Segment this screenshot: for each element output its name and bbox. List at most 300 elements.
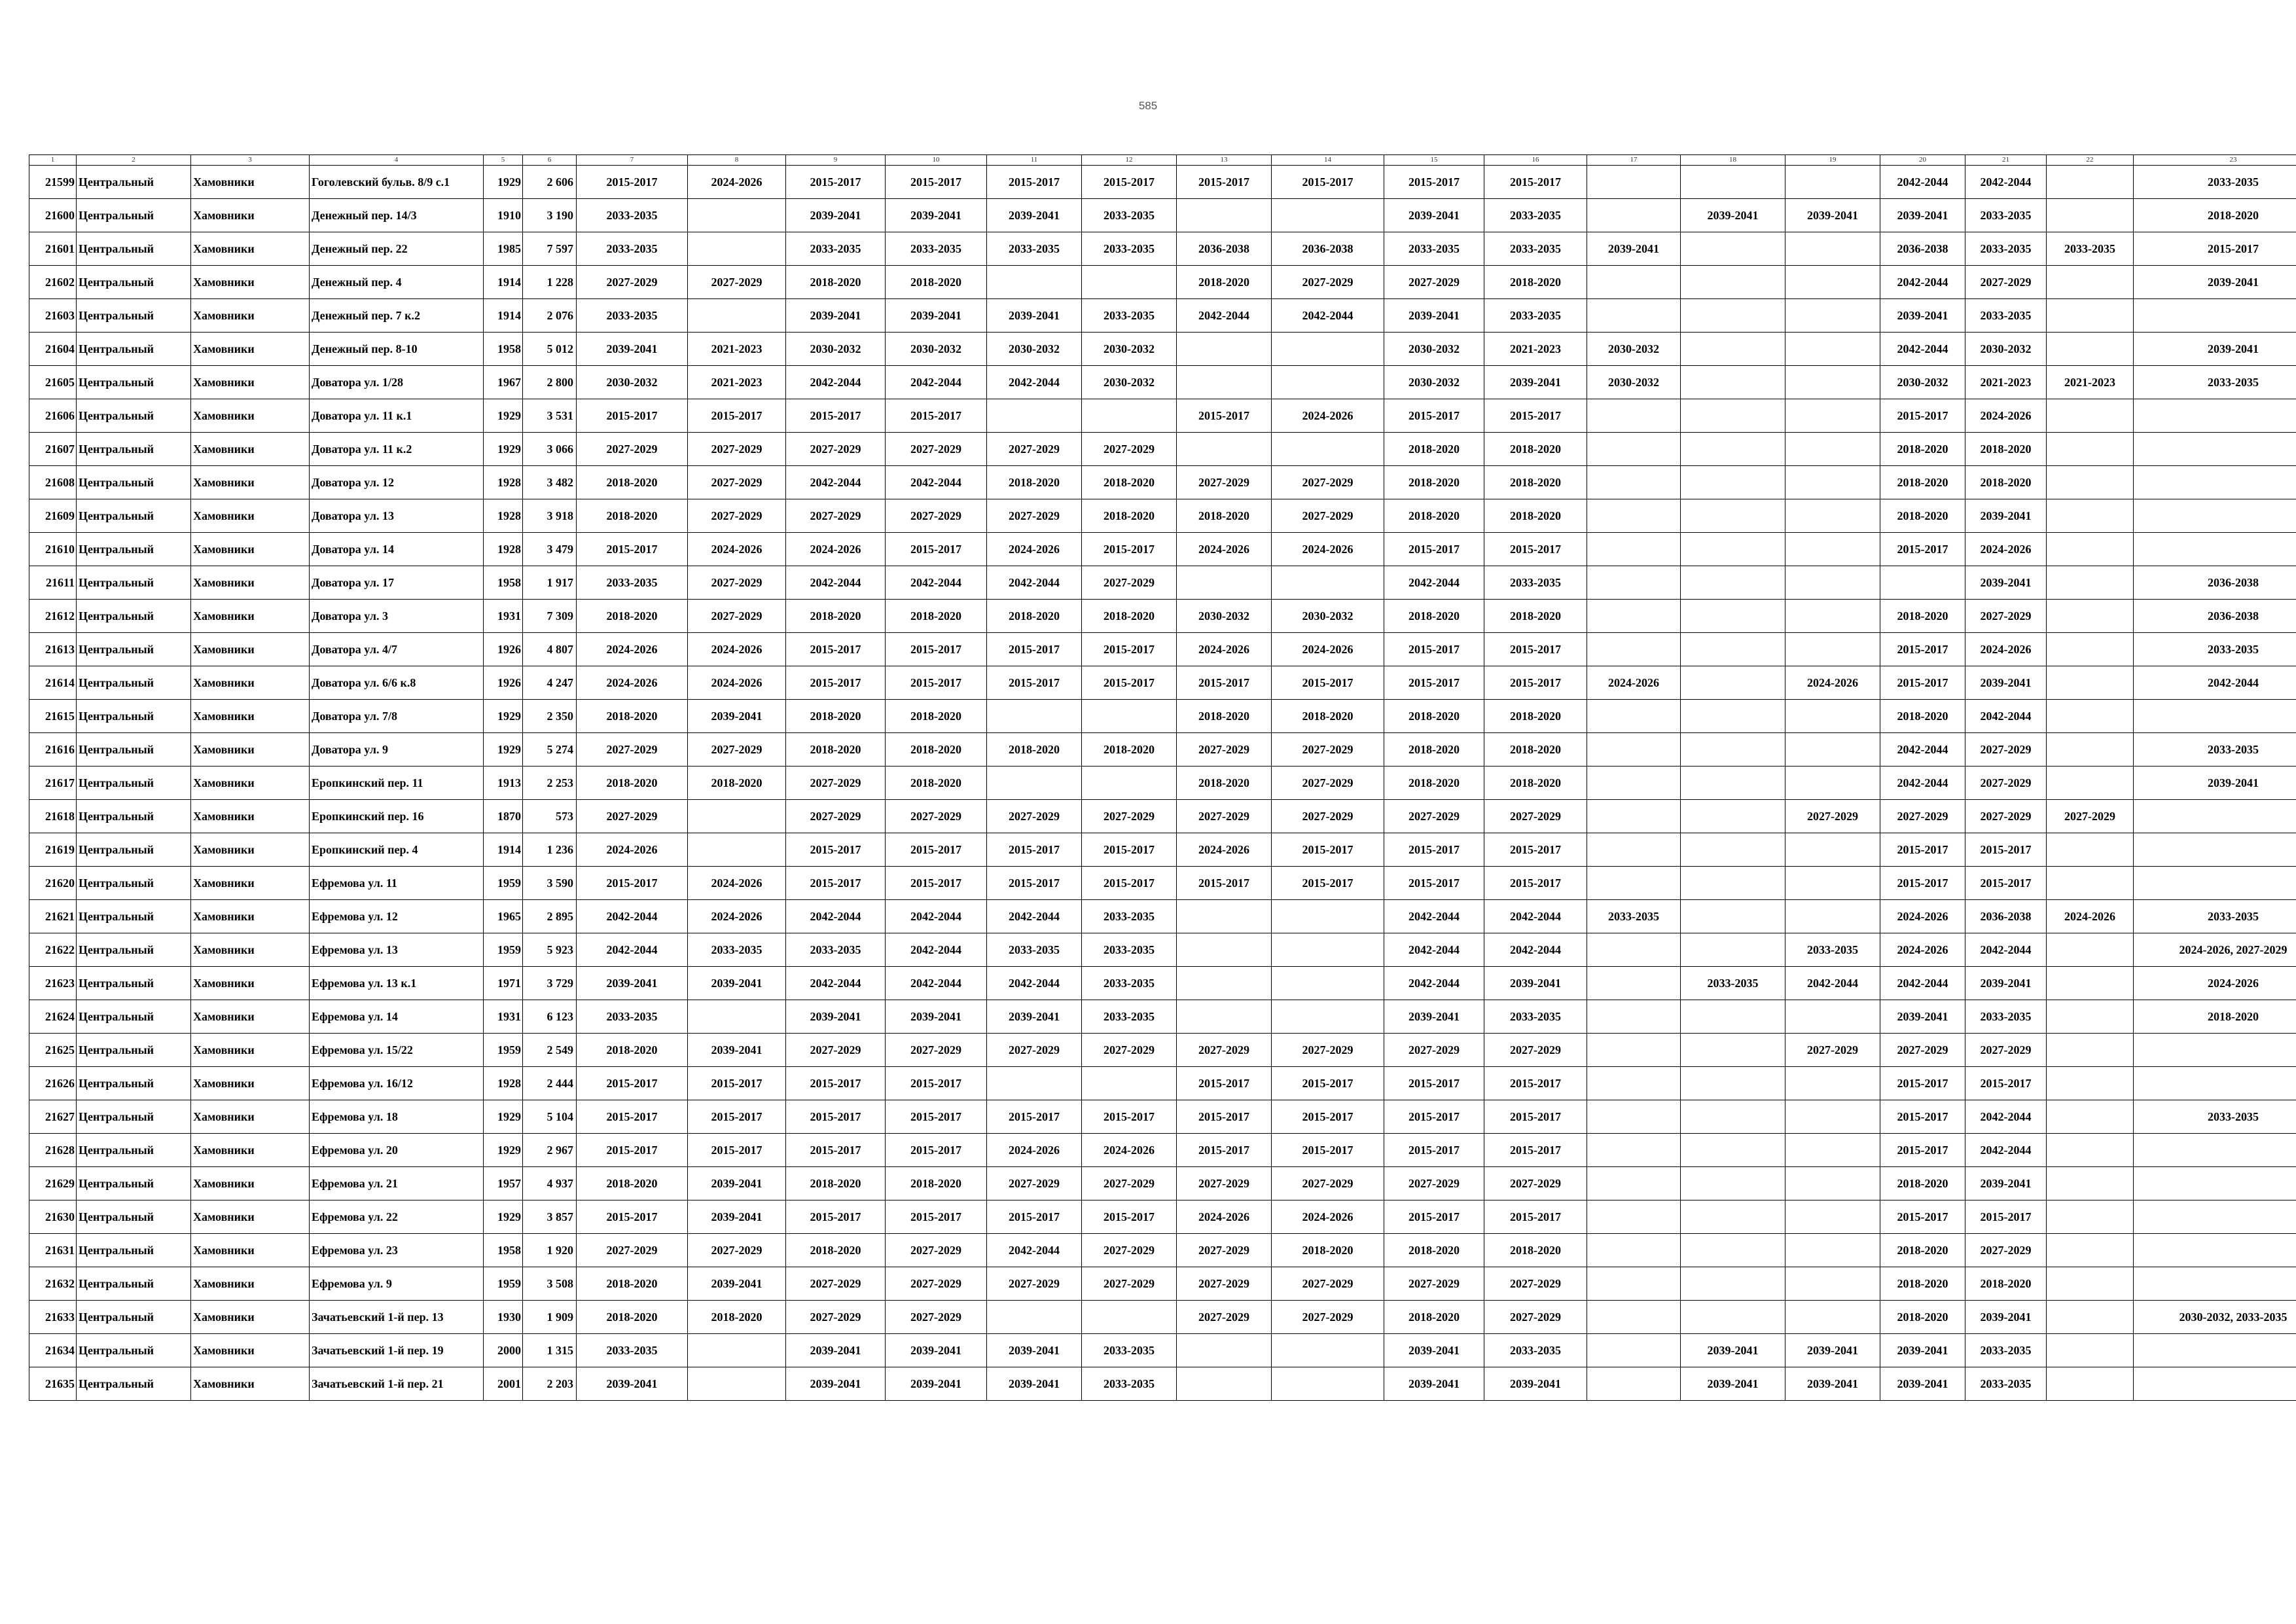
- repair-period-col-18-cell: [1681, 533, 1785, 566]
- repair-period-col-14-cell: 2027-2029: [1272, 1034, 1384, 1067]
- repair-period-col-20-cell: 2015-2017: [1880, 533, 1965, 566]
- repair-period-col-15-cell: 2015-2017: [1384, 633, 1484, 666]
- repair-period-col-13-cell: 2024-2026: [1177, 833, 1272, 867]
- repair-period-col-23-cell: [2134, 1167, 2296, 1200]
- table-row: [29, 1334, 2296, 1367]
- repair-period-col-23-cell: 2024-2026, 2027-2029: [2134, 933, 2296, 967]
- repair-period-col-23-cell: [2134, 1234, 2296, 1267]
- repair-period-col-13-cell: 2015-2017: [1177, 166, 1272, 199]
- district-cell: Центральный: [77, 366, 191, 399]
- record-number-cell: 21616: [29, 733, 77, 767]
- district-cell: Центральный: [77, 933, 191, 967]
- repair-period-col-10-cell: 2027-2029: [886, 800, 987, 833]
- repair-period-col-9-cell: 2042-2044: [786, 466, 886, 499]
- year-built-cell: 1985: [484, 232, 523, 266]
- repair-period-col-23-cell: [2134, 1134, 2296, 1167]
- repair-period-col-9-cell: 2027-2029: [786, 800, 886, 833]
- record-number-cell: 21615: [29, 700, 77, 733]
- repair-period-col-7-cell: 2024-2026: [577, 666, 688, 700]
- repair-period-col-14-cell: 2027-2029: [1272, 1267, 1384, 1301]
- repair-period-col-23-cell: 2018-2020: [2134, 1000, 2296, 1034]
- repair-period-col-13-cell: 2027-2029: [1177, 800, 1272, 833]
- repair-period-col-17-cell: [1587, 533, 1681, 566]
- repair-period-col-18-cell: [1681, 1301, 1785, 1334]
- address-cell: Зачатьевский 1-й пер. 21: [310, 1367, 484, 1401]
- repair-period-col-8-cell: 2024-2026: [688, 166, 786, 199]
- address-cell: Еропкинский пер. 4: [310, 833, 484, 867]
- repair-period-col-7-cell: 2042-2044: [577, 900, 688, 933]
- area-cell: Хамовники: [191, 533, 310, 566]
- repair-period-col-23-cell: 2024-2026: [2134, 967, 2296, 1000]
- repair-period-col-7-cell: 2018-2020: [577, 1167, 688, 1200]
- repair-period-col-18-cell: [1681, 1067, 1785, 1100]
- repair-period-col-20-cell: 2039-2041: [1880, 299, 1965, 333]
- district-cell: Центральный: [77, 499, 191, 533]
- repair-period-col-12-cell: 2033-2035: [1082, 967, 1177, 1000]
- repair-period-col-13-cell: 2030-2032: [1177, 600, 1272, 633]
- area-cell: Хамовники: [191, 1234, 310, 1267]
- floor-area-cell: 5 104: [523, 1100, 577, 1134]
- repair-period-col-21-cell: 2042-2044: [1965, 933, 2047, 967]
- repair-period-col-22-cell: [2047, 700, 2134, 733]
- repair-period-col-7-cell: 2039-2041: [577, 1367, 688, 1401]
- repair-period-col-16-cell: 2033-2035: [1484, 1334, 1587, 1367]
- repair-period-col-15-cell: 2018-2020: [1384, 1301, 1484, 1334]
- repair-period-col-14-cell: 2015-2017: [1272, 867, 1384, 900]
- repair-period-col-13-cell: [1177, 333, 1272, 366]
- repair-period-col-12-cell: [1082, 266, 1177, 299]
- repair-period-col-13-cell: 2027-2029: [1177, 733, 1272, 767]
- record-number-cell: 21606: [29, 399, 77, 433]
- column-number-header: 2: [77, 155, 191, 166]
- repair-period-col-20-cell: 2015-2017: [1880, 1067, 1965, 1100]
- repair-period-col-7-cell: 2018-2020: [577, 1301, 688, 1334]
- repair-period-col-7-cell: 2039-2041: [577, 967, 688, 1000]
- floor-area-cell: 2 444: [523, 1067, 577, 1100]
- floor-area-cell: 3 590: [523, 867, 577, 900]
- repair-period-col-19-cell: [1785, 299, 1880, 333]
- repair-period-col-12-cell: 2027-2029: [1082, 1234, 1177, 1267]
- table-row: [29, 366, 2296, 399]
- year-built-cell: 1971: [484, 967, 523, 1000]
- repair-period-col-21-cell: 2042-2044: [1965, 1134, 2047, 1167]
- repair-period-col-10-cell: 2042-2044: [886, 933, 987, 967]
- repair-period-col-22-cell: [2047, 1000, 2134, 1034]
- repair-period-col-12-cell: 2033-2035: [1082, 900, 1177, 933]
- area-cell: Хамовники: [191, 800, 310, 833]
- repair-period-col-18-cell: [1681, 666, 1785, 700]
- repair-period-col-14-cell: [1272, 566, 1384, 600]
- repair-period-col-21-cell: 2024-2026: [1965, 633, 2047, 666]
- repair-period-col-12-cell: 2015-2017: [1082, 666, 1177, 700]
- repair-period-col-18-cell: [1681, 1267, 1785, 1301]
- repair-period-col-7-cell: 2018-2020: [577, 1034, 688, 1067]
- year-built-cell: 1931: [484, 600, 523, 633]
- address-cell: Зачатьевский 1-й пер. 19: [310, 1334, 484, 1367]
- district-cell: Центральный: [77, 533, 191, 566]
- repair-period-col-14-cell: 2027-2029: [1272, 767, 1384, 800]
- repair-period-col-7-cell: 2015-2017: [577, 399, 688, 433]
- record-number-cell: 21605: [29, 366, 77, 399]
- record-number-cell: 21630: [29, 1200, 77, 1234]
- repair-period-col-10-cell: 2030-2032: [886, 333, 987, 366]
- area-cell: Хамовники: [191, 1034, 310, 1067]
- floor-area-cell: 1 228: [523, 266, 577, 299]
- record-number-cell: 21627: [29, 1100, 77, 1134]
- repair-period-col-15-cell: 2018-2020: [1384, 433, 1484, 466]
- repair-period-col-20-cell: 2018-2020: [1880, 1234, 1965, 1267]
- district-cell: Центральный: [77, 266, 191, 299]
- area-cell: Хамовники: [191, 633, 310, 666]
- repair-period-col-17-cell: 2030-2032: [1587, 333, 1681, 366]
- repair-period-col-8-cell: 2039-2041: [688, 1267, 786, 1301]
- repair-period-col-11-cell: 2033-2035: [987, 933, 1082, 967]
- repair-period-col-7-cell: 2033-2035: [577, 232, 688, 266]
- repair-period-col-22-cell: [2047, 633, 2134, 666]
- table-row: [29, 1234, 2296, 1267]
- repair-period-col-22-cell: [2047, 299, 2134, 333]
- table-row: [29, 1301, 2296, 1334]
- repair-period-col-9-cell: 2042-2044: [786, 366, 886, 399]
- area-cell: Хамовники: [191, 900, 310, 933]
- repair-period-col-14-cell: 2024-2026: [1272, 1200, 1384, 1234]
- address-cell: Ефремова ул. 18: [310, 1100, 484, 1134]
- area-cell: Хамовники: [191, 232, 310, 266]
- repair-period-col-17-cell: [1587, 633, 1681, 666]
- repair-period-col-13-cell: 2015-2017: [1177, 1134, 1272, 1167]
- repair-period-col-11-cell: 2033-2035: [987, 232, 1082, 266]
- repair-period-col-15-cell: 2015-2017: [1384, 533, 1484, 566]
- repair-period-col-8-cell: 2039-2041: [688, 1034, 786, 1067]
- area-cell: Хамовники: [191, 967, 310, 1000]
- repair-period-col-17-cell: [1587, 1000, 1681, 1034]
- floor-area-cell: 1 236: [523, 833, 577, 867]
- repair-period-col-20-cell: 2036-2038: [1880, 232, 1965, 266]
- area-cell: Хамовники: [191, 1301, 310, 1334]
- table-row: [29, 900, 2296, 933]
- table-row: [29, 499, 2296, 533]
- repair-period-col-16-cell: 2015-2017: [1484, 533, 1587, 566]
- repair-period-col-14-cell: [1272, 900, 1384, 933]
- repair-period-col-22-cell: [2047, 967, 2134, 1000]
- repair-period-col-19-cell: [1785, 1167, 1880, 1200]
- floor-area-cell: 2 253: [523, 767, 577, 800]
- address-cell: Ефремова ул. 23: [310, 1234, 484, 1267]
- repair-period-col-12-cell: 2027-2029: [1082, 800, 1177, 833]
- column-number-header: 18: [1681, 155, 1785, 166]
- repair-period-col-22-cell: [2047, 1067, 2134, 1100]
- table-row: [29, 333, 2296, 366]
- repair-period-col-22-cell: [2047, 1334, 2134, 1367]
- repair-period-col-14-cell: 2027-2029: [1272, 1167, 1384, 1200]
- table-row: [29, 299, 2296, 333]
- repair-period-col-18-cell: [1681, 566, 1785, 600]
- repair-period-col-15-cell: 2039-2041: [1384, 1000, 1484, 1034]
- repair-period-col-9-cell: 2018-2020: [786, 600, 886, 633]
- repair-period-col-20-cell: 2042-2044: [1880, 733, 1965, 767]
- repair-period-col-18-cell: [1681, 499, 1785, 533]
- repair-period-col-14-cell: 2027-2029: [1272, 733, 1384, 767]
- repair-period-col-11-cell: [987, 266, 1082, 299]
- repair-period-col-16-cell: 2015-2017: [1484, 867, 1587, 900]
- district-cell: Центральный: [77, 833, 191, 867]
- repair-period-col-21-cell: 2027-2029: [1965, 733, 2047, 767]
- repair-period-col-23-cell: 2015-2017: [2134, 232, 2296, 266]
- repair-period-col-22-cell: [2047, 1301, 2134, 1334]
- table-row: [29, 1134, 2296, 1167]
- repair-period-col-10-cell: 2039-2041: [886, 199, 987, 232]
- district-cell: Центральный: [77, 1100, 191, 1134]
- repair-period-col-17-cell: [1587, 767, 1681, 800]
- repair-period-col-9-cell: 2018-2020: [786, 266, 886, 299]
- repair-period-col-12-cell: 2027-2029: [1082, 1267, 1177, 1301]
- area-cell: Хамовники: [191, 466, 310, 499]
- address-cell: Доватора ул. 9: [310, 733, 484, 767]
- area-cell: Хамовники: [191, 166, 310, 199]
- repair-period-col-12-cell: 2027-2029: [1082, 566, 1177, 600]
- address-cell: Ефремова ул. 14: [310, 1000, 484, 1034]
- table-row: [29, 600, 2296, 633]
- repair-period-col-23-cell: [2134, 1334, 2296, 1367]
- repair-period-col-16-cell: 2015-2017: [1484, 399, 1587, 433]
- repair-period-col-20-cell: 2039-2041: [1880, 1334, 1965, 1367]
- repair-period-col-12-cell: 2030-2032: [1082, 366, 1177, 399]
- repair-period-col-15-cell: 2018-2020: [1384, 733, 1484, 767]
- repair-period-col-13-cell: 2018-2020: [1177, 767, 1272, 800]
- repair-period-col-15-cell: 2018-2020: [1384, 1234, 1484, 1267]
- column-number-header: 22: [2047, 155, 2134, 166]
- column-number-header: 6: [523, 155, 577, 166]
- district-cell: Центральный: [77, 733, 191, 767]
- year-built-cell: 1928: [484, 499, 523, 533]
- repair-period-col-15-cell: 2015-2017: [1384, 867, 1484, 900]
- repair-period-col-21-cell: 2015-2017: [1965, 1200, 2047, 1234]
- repair-period-col-8-cell: 2024-2026: [688, 666, 786, 700]
- repair-period-col-11-cell: 2042-2044: [987, 566, 1082, 600]
- repair-period-col-13-cell: 2042-2044: [1177, 299, 1272, 333]
- address-cell: Доватора ул. 6/6 к.8: [310, 666, 484, 700]
- table-row: [29, 833, 2296, 867]
- repair-period-col-17-cell: [1587, 600, 1681, 633]
- year-built-cell: 2000: [484, 1334, 523, 1367]
- repair-period-col-15-cell: 2015-2017: [1384, 1134, 1484, 1167]
- repair-period-col-23-cell: 2039-2041: [2134, 266, 2296, 299]
- table-row: [29, 1100, 2296, 1134]
- district-cell: Центральный: [77, 867, 191, 900]
- repair-period-col-14-cell: 2030-2032: [1272, 600, 1384, 633]
- district-cell: Центральный: [77, 1234, 191, 1267]
- repair-period-col-13-cell: 2027-2029: [1177, 1234, 1272, 1267]
- repair-period-col-22-cell: [2047, 466, 2134, 499]
- repair-period-col-7-cell: 2027-2029: [577, 433, 688, 466]
- year-built-cell: 1928: [484, 466, 523, 499]
- record-number-cell: 21610: [29, 533, 77, 566]
- repair-period-col-15-cell: 2027-2029: [1384, 1267, 1484, 1301]
- address-cell: Гоголевский бульв. 8/9 с.1: [310, 166, 484, 199]
- repair-period-col-11-cell: 2042-2044: [987, 1234, 1082, 1267]
- repair-period-col-19-cell: [1785, 900, 1880, 933]
- repair-period-col-10-cell: 2027-2029: [886, 1234, 987, 1267]
- repair-period-col-23-cell: 2042-2044: [2134, 666, 2296, 700]
- repair-period-col-7-cell: 2018-2020: [577, 767, 688, 800]
- repair-period-col-23-cell: 2033-2035: [2134, 166, 2296, 199]
- repair-period-col-23-cell: [2134, 1367, 2296, 1401]
- repair-period-col-7-cell: 2027-2029: [577, 1234, 688, 1267]
- address-cell: Доватора ул. 17: [310, 566, 484, 600]
- year-built-cell: 1929: [484, 700, 523, 733]
- table-row: [29, 166, 2296, 199]
- repair-period-col-13-cell: [1177, 1334, 1272, 1367]
- repair-period-col-9-cell: 2015-2017: [786, 867, 886, 900]
- table-body: [29, 166, 2296, 1401]
- repair-period-col-14-cell: [1272, 967, 1384, 1000]
- repair-period-col-11-cell: 2027-2029: [987, 433, 1082, 466]
- record-number-cell: 21601: [29, 232, 77, 266]
- repair-period-col-17-cell: [1587, 833, 1681, 867]
- year-built-cell: 1929: [484, 399, 523, 433]
- repair-period-col-21-cell: 2039-2041: [1965, 566, 2047, 600]
- district-cell: Центральный: [77, 1301, 191, 1334]
- floor-area-cell: 2 800: [523, 366, 577, 399]
- repair-period-col-21-cell: 2042-2044: [1965, 700, 2047, 733]
- area-cell: Хамовники: [191, 700, 310, 733]
- repair-period-col-12-cell: 2015-2017: [1082, 1100, 1177, 1134]
- floor-area-cell: 573: [523, 800, 577, 833]
- repair-period-col-16-cell: 2018-2020: [1484, 600, 1587, 633]
- repair-period-col-20-cell: 2024-2026: [1880, 900, 1965, 933]
- repair-period-col-17-cell: [1587, 1267, 1681, 1301]
- repair-period-col-9-cell: 2039-2041: [786, 1367, 886, 1401]
- table-row: [29, 700, 2296, 733]
- area-cell: Хамовники: [191, 1367, 310, 1401]
- repair-period-col-13-cell: 2027-2029: [1177, 1034, 1272, 1067]
- floor-area-cell: 7 309: [523, 600, 577, 633]
- repair-period-col-21-cell: 2036-2038: [1965, 900, 2047, 933]
- repair-period-col-13-cell: 2018-2020: [1177, 266, 1272, 299]
- area-cell: Хамовники: [191, 833, 310, 867]
- district-cell: Центральный: [77, 299, 191, 333]
- repair-period-col-12-cell: 2033-2035: [1082, 1334, 1177, 1367]
- repair-period-col-20-cell: 2018-2020: [1880, 433, 1965, 466]
- repair-period-col-18-cell: 2039-2041: [1681, 1334, 1785, 1367]
- address-cell: Ефремова ул. 12: [310, 900, 484, 933]
- repair-period-col-16-cell: 2015-2017: [1484, 1067, 1587, 1100]
- repair-period-col-20-cell: 2039-2041: [1880, 1367, 1965, 1401]
- floor-area-cell: 5 274: [523, 733, 577, 767]
- year-built-cell: 1928: [484, 533, 523, 566]
- repair-period-col-20-cell: 2027-2029: [1880, 1034, 1965, 1067]
- repair-period-col-20-cell: 2015-2017: [1880, 1200, 1965, 1234]
- area-cell: Хамовники: [191, 1267, 310, 1301]
- repair-period-col-14-cell: 2024-2026: [1272, 633, 1384, 666]
- area-cell: Хамовники: [191, 1067, 310, 1100]
- repair-period-col-18-cell: [1681, 166, 1785, 199]
- repair-period-col-13-cell: 2027-2029: [1177, 1167, 1272, 1200]
- repair-period-col-17-cell: 2024-2026: [1587, 666, 1681, 700]
- repair-period-col-10-cell: 2015-2017: [886, 399, 987, 433]
- repair-period-col-12-cell: 2033-2035: [1082, 1000, 1177, 1034]
- repair-period-col-16-cell: 2027-2029: [1484, 1267, 1587, 1301]
- repair-period-col-10-cell: 2033-2035: [886, 232, 987, 266]
- record-number-cell: 21624: [29, 1000, 77, 1034]
- repair-period-col-23-cell: 2039-2041: [2134, 767, 2296, 800]
- record-number-cell: 21608: [29, 466, 77, 499]
- repair-period-col-22-cell: [2047, 266, 2134, 299]
- repair-period-col-12-cell: [1082, 700, 1177, 733]
- repair-period-col-8-cell: 2027-2029: [688, 499, 786, 533]
- repair-period-col-13-cell: [1177, 1000, 1272, 1034]
- repair-period-col-11-cell: 2015-2017: [987, 666, 1082, 700]
- repair-period-col-23-cell: [2134, 1267, 2296, 1301]
- repair-period-col-12-cell: 2027-2029: [1082, 1034, 1177, 1067]
- repair-period-col-15-cell: 2039-2041: [1384, 299, 1484, 333]
- repair-period-col-19-cell: [1785, 566, 1880, 600]
- repair-period-col-10-cell: 2042-2044: [886, 967, 987, 1000]
- repair-period-col-8-cell: 2027-2029: [688, 466, 786, 499]
- repair-period-col-18-cell: [1681, 433, 1785, 466]
- repair-period-col-8-cell: 2024-2026: [688, 900, 786, 933]
- column-number-header: 16: [1484, 155, 1587, 166]
- area-cell: Хамовники: [191, 433, 310, 466]
- repair-period-col-9-cell: 2033-2035: [786, 232, 886, 266]
- repair-period-col-16-cell: 2015-2017: [1484, 1134, 1587, 1167]
- repair-period-col-22-cell: [2047, 566, 2134, 600]
- repair-period-col-16-cell: 2018-2020: [1484, 499, 1587, 533]
- repair-period-col-8-cell: 2024-2026: [688, 533, 786, 566]
- repair-period-col-8-cell: [688, 232, 786, 266]
- repair-period-col-21-cell: 2018-2020: [1965, 433, 2047, 466]
- repair-period-col-16-cell: 2018-2020: [1484, 767, 1587, 800]
- repair-period-col-16-cell: 2033-2035: [1484, 299, 1587, 333]
- repair-period-col-18-cell: [1681, 600, 1785, 633]
- repair-period-col-20-cell: 2015-2017: [1880, 867, 1965, 900]
- repair-period-col-23-cell: [2134, 833, 2296, 867]
- repair-period-col-14-cell: 2024-2026: [1272, 533, 1384, 566]
- repair-period-col-19-cell: [1785, 466, 1880, 499]
- repair-period-col-22-cell: 2027-2029: [2047, 800, 2134, 833]
- table-row: [29, 933, 2296, 967]
- repair-period-col-22-cell: [2047, 1234, 2134, 1267]
- repair-period-col-8-cell: [688, 1000, 786, 1034]
- repair-period-col-15-cell: 2030-2032: [1384, 366, 1484, 399]
- repair-period-col-21-cell: 2015-2017: [1965, 1067, 2047, 1100]
- column-number-header: 3: [191, 155, 310, 166]
- repair-period-col-8-cell: 2027-2029: [688, 566, 786, 600]
- area-cell: Хамовники: [191, 399, 310, 433]
- repair-period-col-15-cell: 2015-2017: [1384, 399, 1484, 433]
- repair-period-col-21-cell: 2027-2029: [1965, 800, 2047, 833]
- repair-period-col-20-cell: 2039-2041: [1880, 199, 1965, 232]
- repair-period-col-15-cell: 2033-2035: [1384, 232, 1484, 266]
- repair-period-col-8-cell: [688, 299, 786, 333]
- year-built-cell: 1967: [484, 366, 523, 399]
- district-cell: Центральный: [77, 967, 191, 1000]
- repair-period-col-10-cell: 2027-2029: [886, 433, 987, 466]
- column-number-row: [29, 155, 2296, 166]
- repair-period-col-10-cell: 2027-2029: [886, 1034, 987, 1067]
- repair-period-col-7-cell: 2024-2026: [577, 633, 688, 666]
- year-built-cell: 1929: [484, 1200, 523, 1234]
- record-number-cell: 21612: [29, 600, 77, 633]
- repair-period-col-16-cell: 2015-2017: [1484, 1100, 1587, 1134]
- year-built-cell: 1870: [484, 800, 523, 833]
- repair-period-col-19-cell: [1785, 1067, 1880, 1100]
- repair-period-col-12-cell: 2024-2026: [1082, 1134, 1177, 1167]
- repair-period-col-13-cell: 2015-2017: [1177, 399, 1272, 433]
- repair-period-col-23-cell: 2036-2038: [2134, 600, 2296, 633]
- repair-period-col-21-cell: 2024-2026: [1965, 399, 2047, 433]
- repair-period-col-19-cell: [1785, 700, 1880, 733]
